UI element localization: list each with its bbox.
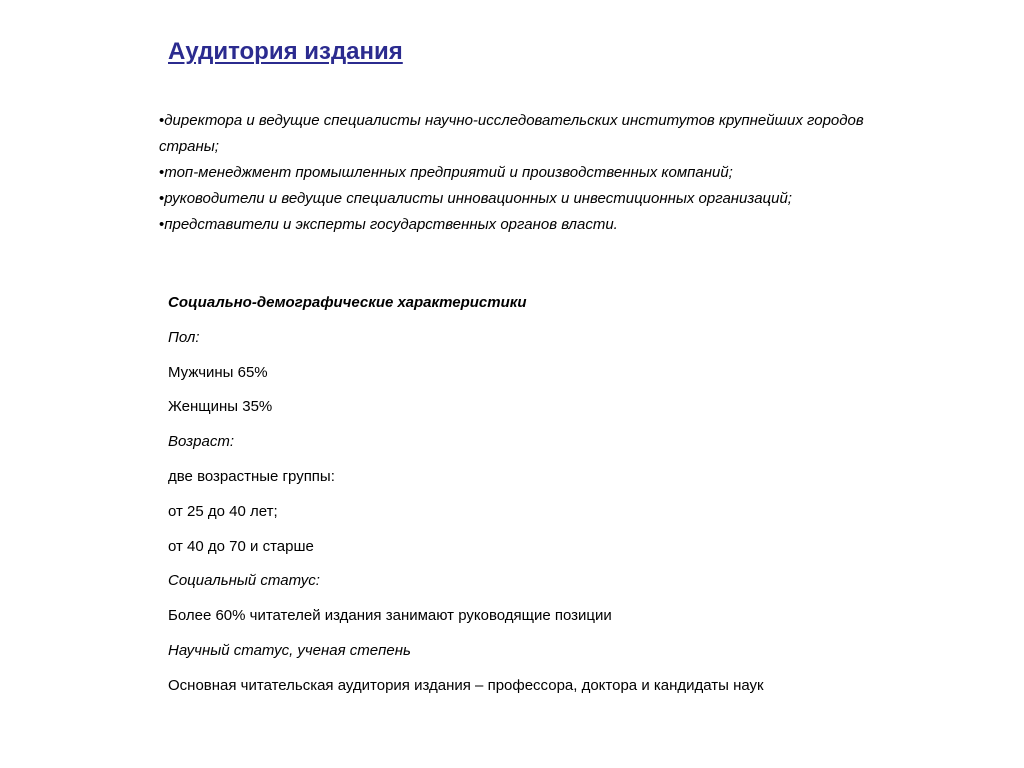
demographics-heading: Социально-демографические характеристики <box>168 294 527 311</box>
demographics-section <box>168 288 988 706</box>
age-label: Возраст: <box>168 433 234 451</box>
age-group-1: от 25 до 40 лет; <box>168 502 278 520</box>
social-status-value: Более 60% читателей издания занимают руководящие позиции <box>168 607 612 625</box>
bullet: • <box>159 112 165 129</box>
list-item-text: директора и ведущие специалисты научно-исследовательских институтов крупнейших городов страны; <box>159 112 864 155</box>
bullet: • <box>159 190 165 207</box>
age-group-2: от 40 до 70 и старше <box>168 537 314 555</box>
science-status-label: Научный статус, ученая степень <box>168 641 411 659</box>
women-share: Женщины 35% <box>168 398 273 416</box>
list-item-text: топ-менеджмент промышленных предприятий и производственных компаний; <box>164 164 733 181</box>
age-groups-intro: две возрастные группы: <box>168 467 335 485</box>
bullet: • <box>159 216 165 233</box>
social-status-label: Социальный статус: <box>168 572 320 590</box>
list-item <box>159 186 919 212</box>
audience-list <box>159 108 919 238</box>
page-title: Аудитория издания <box>168 38 403 65</box>
gender-label: Пол: <box>168 328 200 346</box>
list-item-text: представители и эксперты государственных органов власти. <box>164 216 618 233</box>
bullet: • <box>159 164 165 181</box>
list-item <box>159 108 919 160</box>
men-share: Мужчины 65% <box>168 363 268 381</box>
science-status-value: Основная читательская аудитория издания – профессора, доктора и кандидаты наук <box>168 676 764 694</box>
list-item-text: руководители и ведущие специалисты инновационных и инвестиционных организаций; <box>164 190 792 207</box>
list-item <box>159 160 919 186</box>
list-item <box>159 212 919 238</box>
